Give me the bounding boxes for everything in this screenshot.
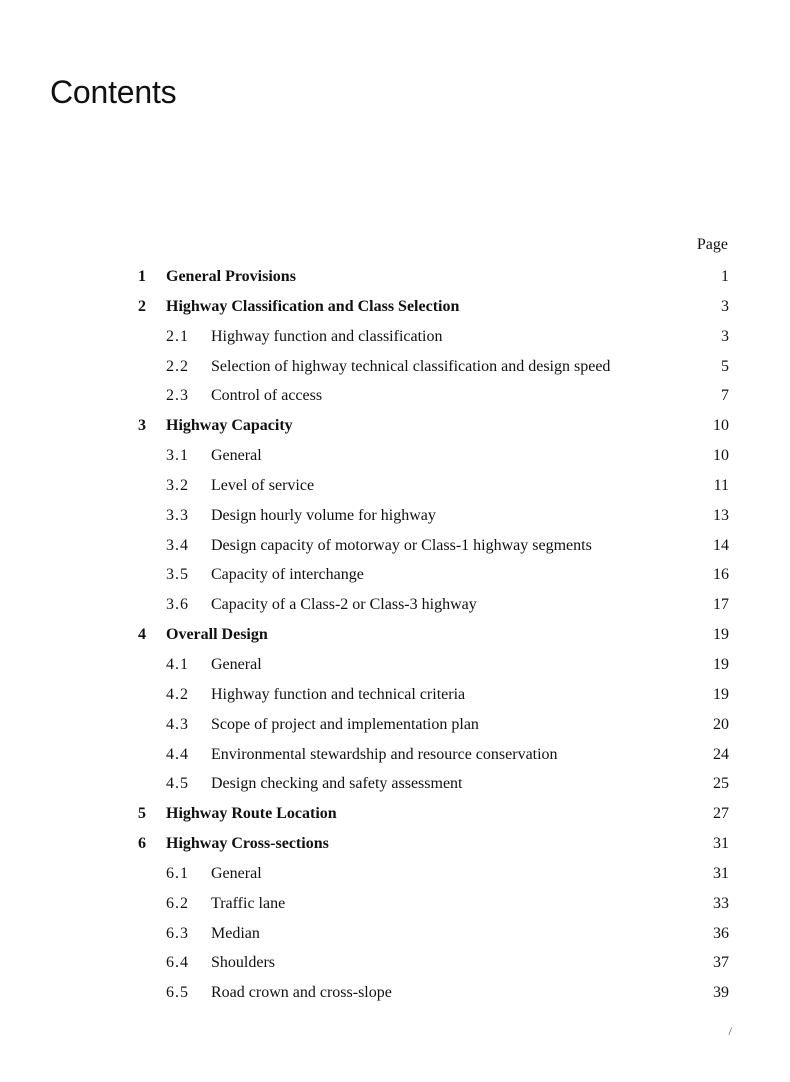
toc-entry-title: Highway function and technical criteria xyxy=(211,685,466,703)
toc-entry-page: 19 xyxy=(713,655,729,673)
toc-entry-number: 6 xyxy=(138,835,146,853)
toc-section-entry[interactable] xyxy=(138,769,729,799)
toc-entry-page: 31 xyxy=(713,835,729,853)
toc-entry-number: 4.5 xyxy=(166,775,189,793)
toc-entry-title: Scope of project and implementation plan xyxy=(211,715,479,733)
toc-entry-page: 33 xyxy=(713,894,729,912)
toc-section-entry[interactable] xyxy=(138,680,729,710)
toc-section-entry[interactable] xyxy=(138,501,729,531)
toc-chapter-entry[interactable] xyxy=(138,292,729,322)
toc-chapter-entry[interactable] xyxy=(138,411,729,441)
toc-entry-title: Shoulders xyxy=(211,954,275,972)
toc-entry-number: 4 xyxy=(138,626,146,644)
toc-entry-title: Highway Capacity xyxy=(166,417,293,435)
toc-entry-number: 6.1 xyxy=(166,864,189,882)
toc-entry-number: 2.3 xyxy=(166,387,189,405)
toc-entry-number: 4.1 xyxy=(166,655,189,673)
toc-entry-title: Overall Design xyxy=(166,626,268,644)
toc-section-entry[interactable] xyxy=(138,352,729,382)
toc-chapter-entry[interactable] xyxy=(138,829,729,859)
toc-entry-title: Traffic lane xyxy=(211,894,286,912)
toc-entry-page: 24 xyxy=(713,745,729,763)
toc-entry-page: 14 xyxy=(713,536,729,554)
toc-entry-number: 3.1 xyxy=(166,447,189,465)
toc-entry-number: 2.2 xyxy=(166,357,189,375)
toc-entry-page: 25 xyxy=(713,775,729,793)
toc-entry-title: Level of service xyxy=(211,476,315,494)
toc-entry-page: 19 xyxy=(713,626,729,644)
toc-entry-number: 4.4 xyxy=(166,745,189,763)
toc-entry-number: 6.5 xyxy=(166,984,189,1002)
toc-entry-number: 6.2 xyxy=(166,894,189,912)
toc-entry-number: 3.3 xyxy=(166,506,189,524)
toc-entry-number: 3.5 xyxy=(166,566,189,584)
toc-entry-title: Design capacity of motorway or Class-1 highway segments xyxy=(211,536,592,554)
toc-section-entry[interactable] xyxy=(138,471,729,501)
toc-entry-title: Highway Route Location xyxy=(166,805,337,823)
toc-entry-page: 19 xyxy=(713,685,729,703)
toc-entry-page: 17 xyxy=(713,596,729,614)
toc-entry-number: 3.2 xyxy=(166,476,189,494)
toc-entry-page: 10 xyxy=(713,447,729,465)
toc-entry-page: 16 xyxy=(713,566,729,584)
toc-entry-number: 2 xyxy=(138,297,146,315)
toc-entry-page: 20 xyxy=(713,715,729,733)
toc-entry-page: 1 xyxy=(721,268,729,285)
toc-entry-title: Highway function and classification xyxy=(211,327,443,345)
toc-section-entry[interactable] xyxy=(138,590,729,620)
toc-entry-number: 3.6 xyxy=(166,596,189,614)
toc-entry-number: 5 xyxy=(138,805,146,823)
toc-entry-page: 27 xyxy=(713,805,729,823)
toc-section-entry[interactable] xyxy=(138,560,729,590)
toc-entry-number: 4.3 xyxy=(166,715,189,733)
toc-chapter-entry[interactable] xyxy=(138,620,729,650)
toc-entry-page: 39 xyxy=(713,984,729,1002)
toc-section-entry[interactable] xyxy=(138,948,729,978)
toc-entry-page: 13 xyxy=(713,506,729,524)
toc-entry-title: Control of access xyxy=(211,387,323,405)
toc-entry-page: 36 xyxy=(713,924,729,942)
toc-entry-page: 3 xyxy=(721,297,729,315)
toc-entry-number: 4.2 xyxy=(166,685,189,703)
toc-chapter-entry[interactable] xyxy=(138,799,729,829)
toc-entry-title: Selection of highway technical classification and design speed xyxy=(211,357,611,375)
toc-section-entry[interactable] xyxy=(138,710,729,740)
toc-entry-page: 11 xyxy=(713,476,729,494)
toc-entry-title: Capacity of a Class-2 or Class-3 highway xyxy=(211,596,477,614)
toc-entry-page: 3 xyxy=(721,327,729,345)
toc-section-entry[interactable] xyxy=(138,381,729,411)
toc-entry-title: Capacity of interchange xyxy=(211,566,364,584)
toc-section-entry[interactable] xyxy=(138,441,729,471)
toc-entry-title: General Provisions xyxy=(166,268,296,285)
toc-entry-page: 31 xyxy=(713,864,729,882)
toc-section-entry[interactable] xyxy=(138,859,729,889)
toc-section-entry[interactable] xyxy=(138,919,729,949)
toc-entry-page: 5 xyxy=(721,357,729,375)
toc-entry-title: General xyxy=(211,447,262,465)
page-title: Contents xyxy=(50,74,177,110)
toc-section-entry[interactable] xyxy=(138,740,729,770)
toc-entry-page: 37 xyxy=(713,954,729,972)
table-of-contents xyxy=(138,262,729,1008)
toc-entry-title: Design checking and safety assessment xyxy=(211,775,463,793)
toc-section-entry[interactable] xyxy=(138,978,729,1008)
toc-section-entry[interactable] xyxy=(138,650,729,680)
toc-entry-title: Highway Cross-sections xyxy=(166,835,329,853)
toc-entry-title: General xyxy=(211,655,262,673)
page-column-header: Page xyxy=(696,236,728,253)
toc-section-entry[interactable] xyxy=(138,322,729,352)
corner-mark: / xyxy=(728,1024,732,1038)
toc-chapter-entry[interactable] xyxy=(138,262,729,292)
toc-entry-title: Design hourly volume for highway xyxy=(211,506,436,524)
toc-entry-number: 1 xyxy=(138,268,146,285)
toc-entry-title: Environmental stewardship and resource conservation xyxy=(211,745,558,763)
toc-entry-page: 7 xyxy=(721,387,729,405)
toc-entry-page: 10 xyxy=(713,417,729,435)
toc-entry-title: Highway Classification and Class Selection xyxy=(166,297,460,315)
toc-entry-number: 6.3 xyxy=(166,924,189,942)
toc-section-entry[interactable] xyxy=(138,531,729,561)
toc-entry-title: General xyxy=(211,864,262,882)
toc-entry-number: 3 xyxy=(138,417,146,435)
toc-entry-title: Road crown and cross-slope xyxy=(211,984,392,1002)
toc-entry-title: Median xyxy=(211,924,260,942)
toc-entry-number: 3.4 xyxy=(166,536,189,554)
toc-section-entry[interactable] xyxy=(138,889,729,919)
toc-entry-number: 2.1 xyxy=(166,327,189,345)
toc-entry-number: 6.4 xyxy=(166,954,189,972)
